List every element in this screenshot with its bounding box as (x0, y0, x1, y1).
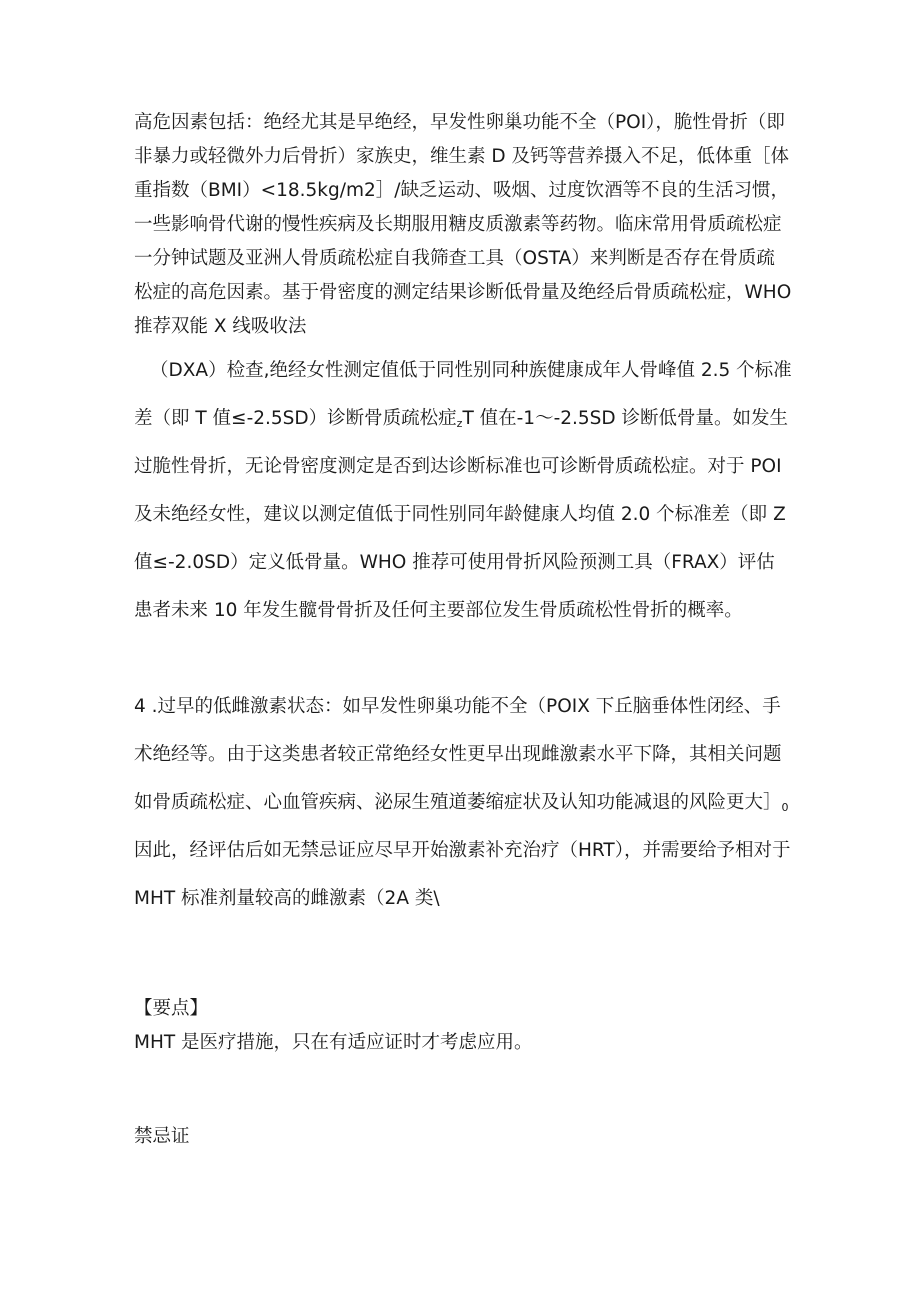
keypoint-text: MHT 是医疗措施，只在有适应证时才考虑应用。 (134, 1032, 533, 1053)
paragraph3-line-3-subscript: 0 (781, 801, 789, 814)
paragraph2-line-4: 及未绝经女性，建议以测定值低于同性别同年龄健康人均值 2.0 个标准差（即 Z (134, 504, 786, 525)
paragraph2-line-2-part-a: 差（即 T 值≤-2.5SD）诊断骨质疏松症 (134, 408, 457, 429)
keypoint-heading: 【要点】 (134, 998, 209, 1019)
paragraph3-line-3-text: 如骨质疏松症、心血管疾病、泌尿生殖道萎缩症状及认知功能减退的风险更大］ (134, 792, 782, 813)
paragraph2-line-2-subscript: z (456, 417, 463, 430)
section-heading-contraindications: 禁忌证 (134, 1126, 190, 1147)
paragraph1-line-1: 高危因素包括：绝经尤其是早绝经，早发性卵巢功能不全（POI），脆性骨折（即 (134, 112, 785, 133)
paragraph1-line-3: 重指数（BMI）<18.5kg∕m2］∕缺乏运动、吸烟、过度饮酒等不良的生活习惯， (134, 180, 790, 201)
paragraph3-line-3 (134, 791, 789, 820)
paragraph2-line-5: 值≤-2.0SD）定义低骨量。WHO 推荐可使用骨折风险预测工具（FRAX）评估 (134, 552, 775, 573)
paragraph2-line-3: 过脆性骨折，无论骨密度测定是否到达诊断标准也可诊断骨质疏松症。对于 POI (134, 456, 782, 477)
paragraph3-line-1: 4 .过早的低雌激素状态：如早发性卵巢功能不全（POIX 下丘脑垂体性闭经、手 (134, 696, 781, 717)
paragraph1-line-4: 一些影响骨代谢的慢性疾病及长期服用糖皮质激素等药物。临床常用骨质疏松症 (134, 214, 782, 235)
paragraph2-line-1: （DXA）检查,绝经女性测定值低于同性别同种族健康成年人骨峰值 2.5 个标准 (150, 360, 792, 381)
paragraph1-line-2: 非暴力或轻微外力后骨折）家族史，维生素 D 及钙等营养摄入不足，低体重［体 (134, 146, 790, 167)
paragraph3-line-4: 因此，经评估后如无禁忌证应尽早开始激素补充治疗（HRT），并需要给予相对于 (134, 840, 791, 861)
paragraph3-line-2: 术绝经等。由于这类患者较正常绝经女性更早出现雌激素水平下降，其相关问题 (134, 744, 782, 765)
paragraph1-line-6: 松症的高危因素。基于骨密度的测定结果诊断低骨量及绝经后骨质疏松症，WHO (134, 282, 792, 303)
paragraph2-line-6: 患者未来 10 年发生髋骨骨折及任何主要部位发生骨质疏松性骨折的概率。 (134, 600, 743, 621)
paragraph3-line-5: MHT 标准剂量较高的雌激素（2A 类\ (134, 888, 440, 909)
paragraph2-line-2 (134, 407, 788, 436)
paragraph1-line-7: 推荐双能 X 线吸收法 (134, 316, 307, 337)
paragraph2-line-2-part-b: T 值在-1～-2.5SD 诊断低骨量。如发生 (462, 408, 789, 429)
paragraph1-line-5: 一分钟试题及亚洲人骨质疏松症自我筛查工具（OSTA）来判断是否存在骨质疏 (134, 248, 775, 269)
